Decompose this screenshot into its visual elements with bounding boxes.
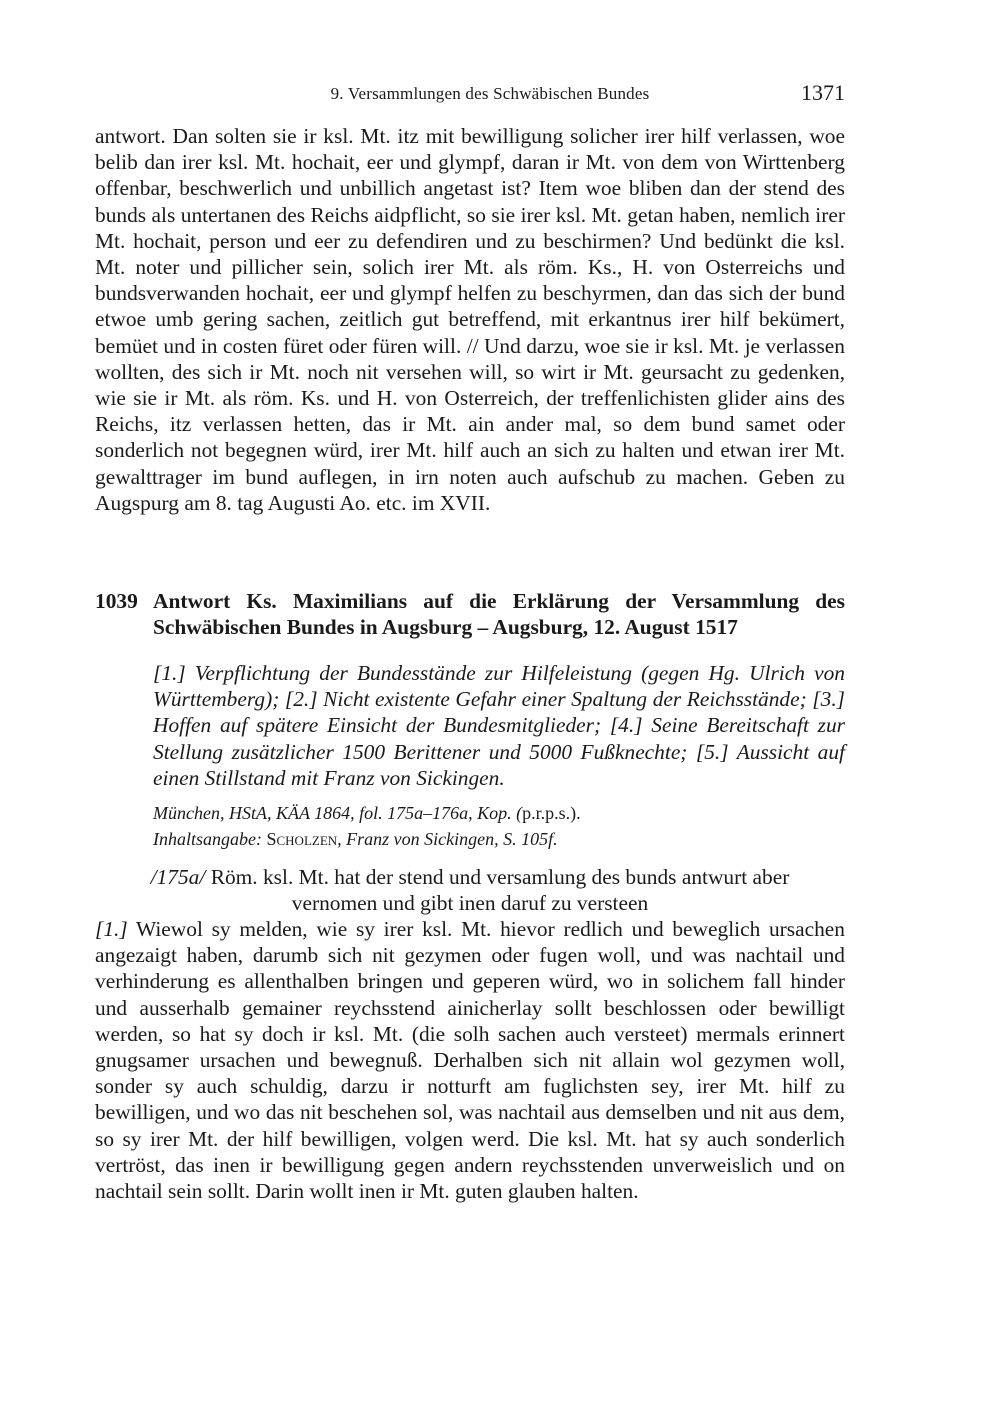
paragraph-text: antwort. Dan solten sie ir ksl. Mt. itz mit bewilligung solicher irer hilf verlassen, woe belib dan irer ksl. Mt. hochait, eer und glympf, daran ir Mt. von dem von Wirttenberg offenbar, beschwerlich und unbillich angetast ist? Item woe bliben dan der stend des bunds als untertanen des Reichs aidpflicht, so sie irer ksl. Mt. getan haben, nemlich irer Mt. hochait, person und eer zu defendiren und zu beschirmen? Und bedünkt die ksl. Mt. noter und pillicher sein, solich irer Mt. als röm. Ks., H. von Osterreichs und bundsverwanden hochait, eer und glympf helfen zu beschyrmen, dan das sich der bund etwoe umb gering sachen, zeitlich gut betreffend, mit erkantnus irer hilf bekümert, bemüet und in costen füret oder füren will. // Und darzu, woe sie ir ksl. Mt. je verlassen wollten, des sich ir Mt. noch nit versehen will, so wirt ir Mt. geursacht zu gedenken, wie sie ir Mt. als röm. Ks. und H. von Osterreich, der treffenlichisten glider ains des Reichs, itz verlassen hetten, das ir Mt. ain ander mal, so dem bund samet oder sonderlich not begegnen würd, irer Mt. hilf auch an sich zu halten und etwan irer Mt. gewalttrager im bund auflegen, in irn noten auch aufschub zu machen. Geben zu Augspurg am 8. tag Augusti Ao. etc. im XVII. [95, 124, 845, 515]
running-head-title: 9. Versammlungen des Schwäbischen Bundes [330, 84, 650, 103]
summary-ref-detail: , Franz von Sickingen, S. 105f. [337, 829, 558, 849]
document-number: 1039 [95, 589, 138, 613]
regest-summary: [1.] Verpflichtung der Bundesstände zur Hilfeleistung (gegen Hg. Ulrich von Württemberg); [2.] Nicht existente Gefahr einer Spaltung der Reichsstände; [3.] Hoffen auf spätere Einsicht der Bundesmitglieder; [4.] Seine Bereitschaft zur Stellung zusätzlicher 1500 Berittener und 5000 Fußknechte; [5.] Aussicht auf einen Stillstand mit Franz von Sickingen. [153, 661, 845, 790]
address-line-1 [95, 864, 845, 890]
folio-marker: /175a/ [150, 865, 206, 889]
summary-author: Scholzen [266, 829, 338, 849]
address-line-1-text: Röm. ksl. Mt. hat der stend und versamlung des bunds antwurt aber [210, 865, 790, 889]
archive-reference-italic: München, HStA, KÄA 1864, fol. 175a–176a, Kop. ( [153, 803, 523, 823]
document-heading [95, 588, 845, 641]
body-paragraph-1 [95, 916, 845, 1204]
source-citation [153, 800, 845, 852]
section-marker: [1.] [95, 917, 128, 941]
address-heading [95, 864, 845, 916]
document-title: Antwort Ks. Maximilians auf die Erklärung der Versammlung des Schwäbischen Bundes in Augsburg – Augsburg, 12. August 1517 [153, 589, 845, 640]
summary-label: Inhaltsangabe: [153, 829, 262, 849]
archive-reference [153, 800, 845, 826]
paragraph-body: Wiewol sy melden, wie sy irer ksl. Mt. hievor redlich und beweglich ursachen angezaigt haben, darumb sich nit gezymen oder fugen woll, und was nachtail und verhinderung es allenthalben bringen und geperen würd, wo in solichem fall hinder und ausserhalb gemainer reychsstend ainicherlay sollt beschlossen oder bewilligt werden, so hat sy doch ir ksl. Mt. (die solh sachen auch versteet) mermals erinnert gnugsamer ursachen und bewegnuß. Derhalben sich nit allain wol gezymen woll, sonder sy auch schuldig, darzu ir notturft am fuglichsten sey, irer Mt. hilf zu bewilligen, und wo das nit beschehen sol, was nachtail aus demselben und nit aus dem, so sy irer Mt. der hilf bewilligen, volgen werd. Die ksl. Mt. hat sy auch sonderlich vertröst, das inen ir bewilligung gegen andern reychsstenden unverweislich und on nachtail sein sollt. Darin wollt inen ir Mt. guten glauben halten. [95, 917, 845, 1204]
archive-reference-upright: p.r.p.s.). [522, 803, 581, 823]
address-line-2: vernomen und gibt inen daruf zu versteen [291, 891, 649, 916]
running-head [95, 80, 845, 110]
summary-reference [153, 826, 845, 852]
body-paragraph-continued [95, 123, 845, 516]
page-number: 1371 [801, 80, 845, 105]
paragraph-text [95, 916, 845, 1204]
